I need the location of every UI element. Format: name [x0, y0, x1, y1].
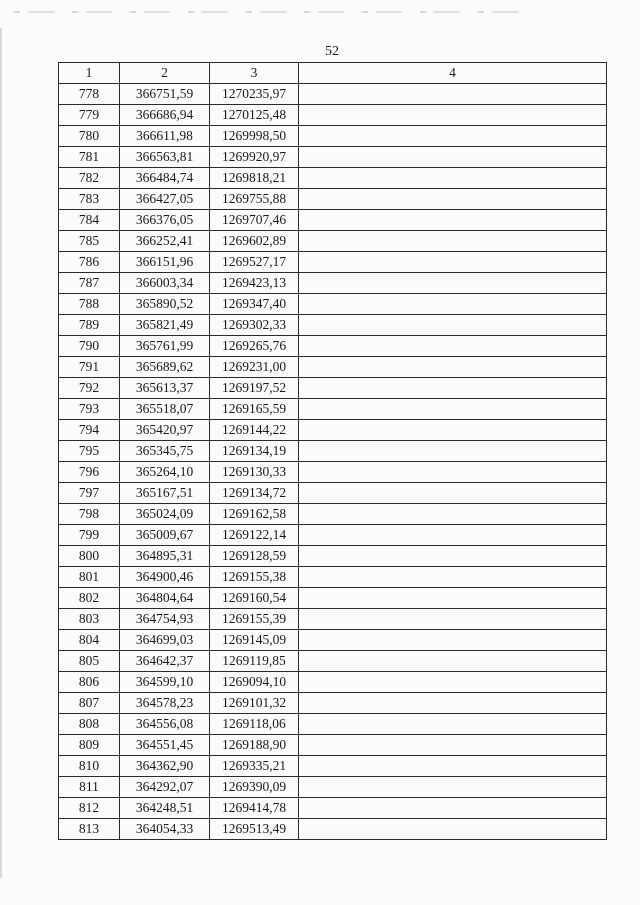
table-row [59, 588, 607, 609]
table-row [59, 357, 607, 378]
point-number-cell: 804 [59, 630, 120, 651]
column-header-3: 3 [210, 63, 299, 84]
table-row [59, 315, 607, 336]
note-cell [299, 441, 607, 462]
point-number-cell: 779 [59, 105, 120, 126]
y-coordinate-cell: 1269134,72 [210, 483, 299, 504]
table-row [59, 273, 607, 294]
point-number-cell: 791 [59, 357, 120, 378]
point-number-cell: 797 [59, 483, 120, 504]
point-number-cell: 801 [59, 567, 120, 588]
y-coordinate-cell: 1269423,13 [210, 273, 299, 294]
x-coordinate-cell: 366751,59 [120, 84, 210, 105]
y-coordinate-cell: 1269602,89 [210, 231, 299, 252]
point-number-cell: 809 [59, 735, 120, 756]
x-coordinate-cell: 364551,45 [120, 735, 210, 756]
y-coordinate-cell: 1269165,59 [210, 399, 299, 420]
x-coordinate-cell: 366563,81 [120, 147, 210, 168]
x-coordinate-cell: 365420,97 [120, 420, 210, 441]
y-coordinate-cell: 1269818,21 [210, 168, 299, 189]
table-row [59, 546, 607, 567]
point-number-cell: 808 [59, 714, 120, 735]
point-number-cell: 813 [59, 819, 120, 840]
table-row [59, 609, 607, 630]
note-cell [299, 315, 607, 336]
x-coordinate-cell: 366611,98 [120, 126, 210, 147]
note-cell [299, 336, 607, 357]
point-number-cell: 784 [59, 210, 120, 231]
x-coordinate-cell: 364578,23 [120, 693, 210, 714]
table-row [59, 126, 607, 147]
note-cell [299, 294, 607, 315]
page-number: 52 [325, 44, 339, 59]
note-cell [299, 189, 607, 210]
note-cell [299, 588, 607, 609]
table-row [59, 231, 607, 252]
note-cell [299, 147, 607, 168]
point-number-cell: 792 [59, 378, 120, 399]
x-coordinate-cell: 364699,03 [120, 630, 210, 651]
column-header-2: 2 [120, 63, 210, 84]
point-number-cell: 796 [59, 462, 120, 483]
note-cell [299, 525, 607, 546]
table-row [59, 378, 607, 399]
point-number-cell: 780 [59, 126, 120, 147]
table-row [59, 819, 607, 840]
note-cell [299, 210, 607, 231]
x-coordinate-cell: 364054,33 [120, 819, 210, 840]
x-coordinate-cell: 365024,09 [120, 504, 210, 525]
note-cell [299, 819, 607, 840]
table-body [59, 84, 607, 840]
point-number-cell: 795 [59, 441, 120, 462]
table-row [59, 714, 607, 735]
x-coordinate-cell: 365689,62 [120, 357, 210, 378]
y-coordinate-cell: 1269707,46 [210, 210, 299, 231]
table-row [59, 336, 607, 357]
x-coordinate-cell: 366003,34 [120, 273, 210, 294]
table-row [59, 462, 607, 483]
y-coordinate-cell: 1269144,22 [210, 420, 299, 441]
page-edge-shadow [0, 28, 2, 878]
x-coordinate-cell: 366484,74 [120, 168, 210, 189]
y-coordinate-cell: 1269265,76 [210, 336, 299, 357]
x-coordinate-cell: 366151,96 [120, 252, 210, 273]
note-cell [299, 693, 607, 714]
point-number-cell: 788 [59, 294, 120, 315]
table-row [59, 756, 607, 777]
note-cell [299, 231, 607, 252]
table-row [59, 147, 607, 168]
y-coordinate-cell: 1270235,97 [210, 84, 299, 105]
y-coordinate-cell: 1269414,78 [210, 798, 299, 819]
y-coordinate-cell: 1269755,88 [210, 189, 299, 210]
x-coordinate-cell: 364599,10 [120, 672, 210, 693]
y-coordinate-cell: 1269998,50 [210, 126, 299, 147]
point-number-cell: 802 [59, 588, 120, 609]
scan-artifact-line [14, 11, 534, 13]
x-coordinate-cell: 366427,05 [120, 189, 210, 210]
x-coordinate-cell: 365761,99 [120, 336, 210, 357]
point-number-cell: 789 [59, 315, 120, 336]
y-coordinate-cell: 1269302,33 [210, 315, 299, 336]
y-coordinate-cell: 1269094,10 [210, 672, 299, 693]
y-coordinate-cell: 1269130,33 [210, 462, 299, 483]
note-cell [299, 630, 607, 651]
note-cell [299, 714, 607, 735]
y-coordinate-cell: 1269118,06 [210, 714, 299, 735]
x-coordinate-cell: 366376,05 [120, 210, 210, 231]
x-coordinate-cell: 365518,07 [120, 399, 210, 420]
note-cell [299, 798, 607, 819]
table-row [59, 735, 607, 756]
point-number-cell: 783 [59, 189, 120, 210]
table-row [59, 693, 607, 714]
table-row [59, 672, 607, 693]
table-row [59, 798, 607, 819]
y-coordinate-cell: 1269188,90 [210, 735, 299, 756]
y-coordinate-cell: 1269231,00 [210, 357, 299, 378]
table-row [59, 84, 607, 105]
note-cell [299, 462, 607, 483]
note-cell [299, 420, 607, 441]
y-coordinate-cell: 1269335,21 [210, 756, 299, 777]
note-cell [299, 504, 607, 525]
point-number-cell: 785 [59, 231, 120, 252]
point-number-cell: 794 [59, 420, 120, 441]
x-coordinate-cell: 366252,41 [120, 231, 210, 252]
table-row [59, 483, 607, 504]
table-row [59, 504, 607, 525]
table-row [59, 441, 607, 462]
table-row [59, 294, 607, 315]
x-coordinate-cell: 366686,94 [120, 105, 210, 126]
point-number-cell: 807 [59, 693, 120, 714]
y-coordinate-cell: 1269134,19 [210, 441, 299, 462]
note-cell [299, 399, 607, 420]
y-coordinate-cell: 1269527,17 [210, 252, 299, 273]
note-cell [299, 735, 607, 756]
y-coordinate-cell: 1269101,32 [210, 693, 299, 714]
table-row [59, 210, 607, 231]
y-coordinate-cell: 1269347,40 [210, 294, 299, 315]
point-number-cell: 806 [59, 672, 120, 693]
y-coordinate-cell: 1269122,14 [210, 525, 299, 546]
x-coordinate-cell: 364900,46 [120, 567, 210, 588]
point-number-cell: 811 [59, 777, 120, 798]
note-cell [299, 651, 607, 672]
table-row [59, 777, 607, 798]
x-coordinate-cell: 365167,51 [120, 483, 210, 504]
note-cell [299, 105, 607, 126]
table-row [59, 189, 607, 210]
y-coordinate-cell: 1269155,39 [210, 609, 299, 630]
point-number-cell: 787 [59, 273, 120, 294]
point-number-cell: 782 [59, 168, 120, 189]
note-cell [299, 777, 607, 798]
y-coordinate-cell: 1269920,97 [210, 147, 299, 168]
x-coordinate-cell: 364895,31 [120, 546, 210, 567]
x-coordinate-cell: 365821,49 [120, 315, 210, 336]
x-coordinate-cell: 364754,93 [120, 609, 210, 630]
y-coordinate-cell: 1269128,59 [210, 546, 299, 567]
y-coordinate-cell: 1269162,58 [210, 504, 299, 525]
point-number-cell: 790 [59, 336, 120, 357]
table-row [59, 252, 607, 273]
point-number-cell: 805 [59, 651, 120, 672]
table-row [59, 399, 607, 420]
point-number-cell: 800 [59, 546, 120, 567]
note-cell [299, 546, 607, 567]
note-cell [299, 168, 607, 189]
x-coordinate-cell: 365009,67 [120, 525, 210, 546]
point-number-cell: 812 [59, 798, 120, 819]
note-cell [299, 609, 607, 630]
y-coordinate-cell: 1269145,09 [210, 630, 299, 651]
coordinates-table [58, 62, 607, 840]
x-coordinate-cell: 364248,51 [120, 798, 210, 819]
point-number-cell: 781 [59, 147, 120, 168]
x-coordinate-cell: 364362,90 [120, 756, 210, 777]
point-number-cell: 793 [59, 399, 120, 420]
table-row [59, 630, 607, 651]
column-header-1: 1 [59, 63, 120, 84]
x-coordinate-cell: 365264,10 [120, 462, 210, 483]
table-header-row [59, 63, 607, 84]
y-coordinate-cell: 1269119,85 [210, 651, 299, 672]
x-coordinate-cell: 365613,37 [120, 378, 210, 399]
point-number-cell: 778 [59, 84, 120, 105]
table-row [59, 168, 607, 189]
y-coordinate-cell: 1269155,38 [210, 567, 299, 588]
note-cell [299, 756, 607, 777]
y-coordinate-cell: 1269513,49 [210, 819, 299, 840]
point-number-cell: 810 [59, 756, 120, 777]
note-cell [299, 483, 607, 504]
x-coordinate-cell: 365890,52 [120, 294, 210, 315]
column-header-4: 4 [299, 63, 607, 84]
table-row [59, 567, 607, 588]
table-row [59, 420, 607, 441]
y-coordinate-cell: 1269197,52 [210, 378, 299, 399]
note-cell [299, 672, 607, 693]
x-coordinate-cell: 365345,75 [120, 441, 210, 462]
note-cell [299, 378, 607, 399]
y-coordinate-cell: 1269160,54 [210, 588, 299, 609]
note-cell [299, 84, 607, 105]
x-coordinate-cell: 364642,37 [120, 651, 210, 672]
point-number-cell: 803 [59, 609, 120, 630]
x-coordinate-cell: 364804,64 [120, 588, 210, 609]
point-number-cell: 786 [59, 252, 120, 273]
y-coordinate-cell: 1269390,09 [210, 777, 299, 798]
table-row [59, 105, 607, 126]
note-cell [299, 252, 607, 273]
table-row [59, 525, 607, 546]
point-number-cell: 799 [59, 525, 120, 546]
note-cell [299, 126, 607, 147]
note-cell [299, 357, 607, 378]
x-coordinate-cell: 364556,08 [120, 714, 210, 735]
x-coordinate-cell: 364292,07 [120, 777, 210, 798]
table-row [59, 651, 607, 672]
y-coordinate-cell: 1270125,48 [210, 105, 299, 126]
point-number-cell: 798 [59, 504, 120, 525]
note-cell [299, 567, 607, 588]
note-cell [299, 273, 607, 294]
